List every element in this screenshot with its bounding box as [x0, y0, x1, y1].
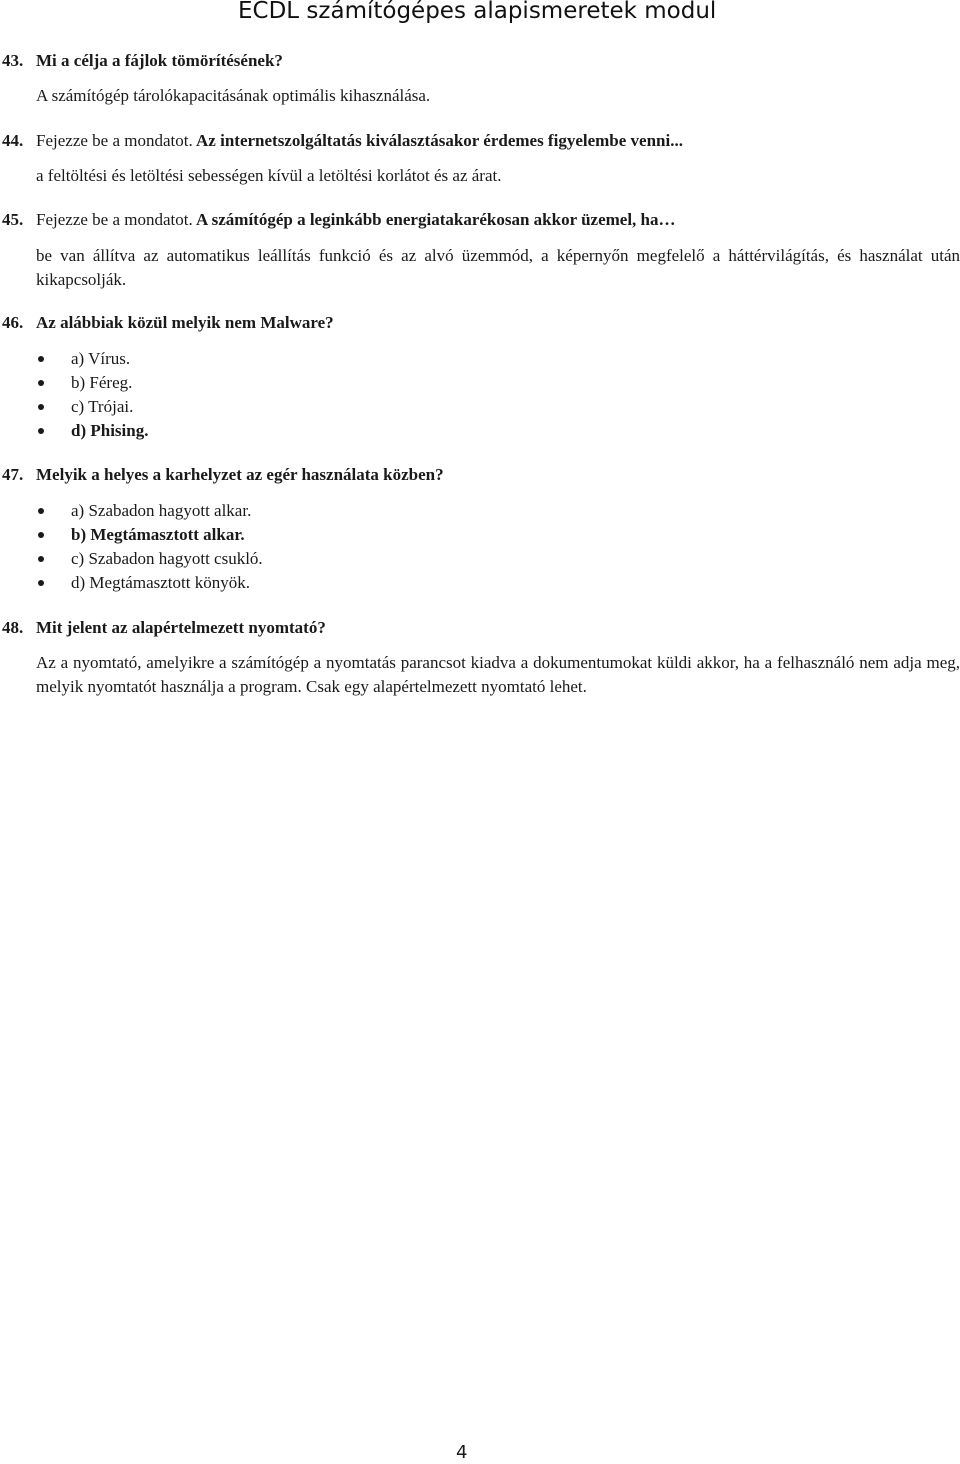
- bullet-icon: [38, 532, 44, 538]
- answer-43: A számítógép tárolókapacitásának optimális kihasználása.: [36, 86, 431, 105]
- question-number: 43.: [2, 51, 24, 70]
- option-item: [0, 371, 148, 395]
- bullet-icon: [38, 508, 44, 514]
- question-number: 47.: [2, 465, 24, 484]
- question-number: 44.: [2, 131, 24, 150]
- option-label: b) Féreg.: [71, 373, 133, 392]
- bullet-icon: [38, 380, 44, 386]
- question-number: 46.: [2, 313, 24, 332]
- option-label: a) Vírus.: [71, 349, 131, 368]
- option-item: [0, 571, 263, 595]
- question-43: [2, 51, 960, 71]
- bullet-icon: [38, 404, 44, 410]
- question-continuation: A számítógép a leginkább energiatakarékosan akkor üzemel, ha…: [196, 210, 676, 229]
- option-label: a) Szabadon hagyott alkar.: [71, 501, 252, 520]
- document-header: ECDL számítógépes alapismeretek modul: [238, 0, 717, 24]
- option-label: d) Phising.: [71, 421, 149, 440]
- option-item-correct: [0, 419, 148, 443]
- bullet-icon: [38, 428, 44, 434]
- option-label: c) Szabadon hagyott csukló.: [71, 549, 263, 568]
- option-label: b) Megtámasztott alkar.: [71, 525, 245, 544]
- bullet-icon: [38, 356, 44, 362]
- question-46: [2, 313, 960, 333]
- question-48: [2, 618, 960, 638]
- question-text: Mi a célja a fájlok tömörítésének?: [36, 51, 283, 70]
- option-label: c) Trójai.: [71, 397, 134, 416]
- answer-48: Az a nyomtató, amelyikre a számítógép a nyomtatás parancsot kiadva a dokumentumokat küldi akkor, ha a felhasználó nem adja meg, melyik nyomtatót használja a program. Csak egy alapértelmezett nyomtató lehet.: [36, 653, 960, 696]
- question-text: Mit jelent az alapértelmezett nyomtató?: [36, 618, 326, 637]
- question-number: 48.: [2, 618, 24, 637]
- page-number: 4: [456, 1442, 468, 1463]
- question-number: 45.: [2, 210, 24, 229]
- bullet-icon: [38, 556, 44, 562]
- question-47: [2, 465, 960, 485]
- options-46: [0, 347, 148, 443]
- option-item: [0, 547, 263, 571]
- bullet-icon: [38, 580, 44, 586]
- question-continuation: Az internetszolgáltatás kiválasztásakor érdemes figyelembe venni...: [196, 131, 683, 150]
- answer-45: be van állítva az automatikus leállítás funkció és az alvó üzemmód, a képernyőn megfelelő a háttérvilágítás, és használat után kikapcsolják.: [36, 246, 960, 289]
- question-text: Az alábbiak közül melyik nem Malware?: [36, 313, 334, 332]
- question-text: Fejezze be a mondatot.: [36, 131, 193, 150]
- question-text: Fejezze be a mondatot.: [36, 210, 193, 229]
- question-45: [2, 210, 960, 230]
- question-44: [2, 131, 960, 151]
- option-item-correct: [0, 523, 263, 547]
- option-label: d) Megtámasztott könyök.: [71, 573, 250, 592]
- option-item: [0, 395, 148, 419]
- answer-44: a feltöltési és letöltési sebességen kívül a letöltési korlátot és az árat.: [36, 166, 502, 185]
- question-text: Melyik a helyes a karhelyzet az egér használata közben?: [36, 465, 444, 484]
- options-47: [0, 499, 263, 595]
- option-item: [0, 499, 263, 523]
- option-item: [0, 347, 148, 371]
